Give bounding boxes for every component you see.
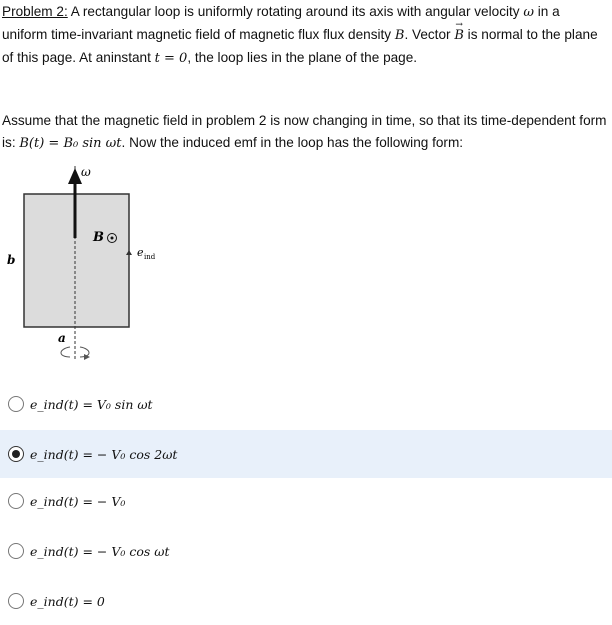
problem-heading: Problem 2: [2,4,68,19]
field-formula: B(t) = B₀ sin ωt [19,136,122,151]
option-label: e_ind(t) = − V₀ cos ωt [30,543,170,559]
problem-text-2: in a uniform time-invariant magnetic field of magnetic flux flux density [2,4,560,42]
emf-label: e [137,246,144,259]
b-vector-symbol: → B [454,25,464,47]
option-label: e_ind(t) = V₀ sin ωt [30,396,153,412]
question-text-1: Assume that the magnetic field in problem 2 is now changing in time, so that its time-dependent form is: [2,113,607,150]
side-a-label: a [58,331,66,345]
radio-button[interactable] [8,593,24,609]
radio-button-selected[interactable] [8,446,24,462]
option-label: e_ind(t) = − V₀ cos 2ωt [30,446,178,462]
problem-text-5: , the loop lies in the plane of the page. [187,50,418,65]
b-field-dot [111,237,114,240]
omega-symbol: ω [523,5,534,20]
rotation-arrow-head [84,354,90,360]
problem-statement [2,1,608,70]
emf-subscript: ind [144,253,156,261]
side-b-label: b [7,253,16,267]
problem-text-4: is normal to the plane of this page. At aninstant [2,27,598,65]
omega-arrow-head [68,168,82,184]
answer-option-1[interactable] [0,380,612,428]
b-field-label: B [93,230,104,245]
question-statement [2,110,608,155]
radio-button[interactable] [8,543,24,559]
t-zero: t = 0 [154,51,188,66]
option-label: e_ind(t) = − V₀ [30,493,126,509]
b-symbol: B [394,28,405,43]
problem-text-3: . Vector [404,27,455,42]
rotating-loop-figure [0,160,180,365]
answer-option-3[interactable] [0,477,612,525]
omega-label: ω [81,165,91,179]
answer-option-4[interactable] [0,527,612,575]
answer-option-2[interactable] [0,430,612,478]
option-label: e_ind(t) = 0 [30,593,105,609]
radio-button[interactable] [8,396,24,412]
radio-button[interactable] [8,493,24,509]
question-text-2: . Now the induced emf in the loop has the following form: [121,135,464,150]
problem-text-1: A rectangular loop is uniformly rotating around its axis with angular velocity [67,4,524,19]
